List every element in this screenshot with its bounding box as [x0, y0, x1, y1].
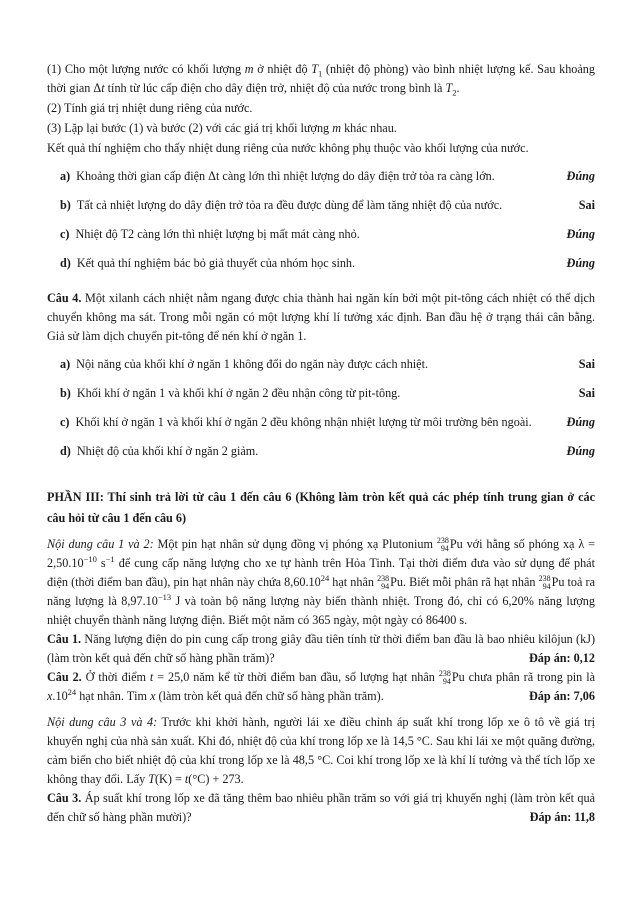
part3-question-2: Câu 2. Ở thời điểm t = 25,0 năm kể từ thời điểm ban đầu, số lượng hạt nhân 238 94 Pu chưa phân rã trong pin là $x.10^{24}$ hạt nhân. Tìm x (làm tròn kết quả đến chữ số hàng phần trăm). [47, 669, 595, 703]
q3-option-c: c) Nhiệt độ T2 càng lớn thì nhiệt lượng bị mất mát càng nhỏ. Đúng [60, 227, 595, 241]
q3-option-b: b) Tất cả nhiệt lượng do dây điện trở tỏa ra đều được dùng để làm tăng nhiệt độ của nước. Sai [60, 198, 595, 212]
q3-options [47, 167, 595, 283]
nuclide-pu-238: 238 94 [538, 574, 551, 592]
nuclide-pu-238: 238 94 [377, 574, 390, 592]
q3-option-a: a) Khoảng thời gian cấp điện Δt càng lớn thì nhiệt lượng do dây điện trở tỏa ra càng lớn. Đúng [60, 169, 595, 183]
part-3-heading: PHẦN III: Thí sinh trả lời từ câu 1 đến câu 6 (Không làm tròn kết quả các phép tính trung gian ở các câu hỏi từ câu 1 đến câu 6) [47, 490, 595, 525]
nuclide-pu-238: 238 94 [438, 669, 451, 687]
q3-option-d: d) Kết quả thí nghiệm bác bỏ giả thuyết của nhóm học sinh. Đúng [60, 256, 595, 270]
q2-answer-row: Đáp án: 7,06 [528, 689, 595, 703]
document-page [47, 60, 595, 827]
intro-step-1: (1) Cho một lượng nước có khối lượng m ở nhiệt độ $T_1$ (nhiệt độ phòng) vào bình nhiệt lượng kế. Sau khoảng thời gian Δt tính từ lúc cấp điện cho dây điện trở, nhiệt độ của nước trong bình là $T_2$. [47, 62, 595, 98]
part3-question-1: Câu 1. Năng lượng điện do pin cung cấp trong giây đầu tiên tính từ thời điểm ban đầu là bao nhiêu kilôjun (kJ) (làm tròn kết quả đến chữ số hàng phần trăm)? [47, 632, 595, 665]
intro-result: Kết quả thí nghiệm cho thấy nhiệt dung riêng của nước không phụ thuộc vào khối lượng của nước. [47, 141, 529, 155]
q4-option-a: a) Nội năng của khối khí ở ngăn 1 không đổi do ngăn này được cách nhiệt. Sai [60, 357, 595, 371]
part3-question-3: Câu 3. Áp suất khí trong lốp xe đã tăng thêm bao nhiêu phần trăm so với giá trị khuyến nghị (làm tròn kết quả đến chữ số hàng phần mười)? [47, 791, 596, 824]
q1-answer-row: Đáp án: 0,12 [528, 651, 595, 665]
question-4: Câu 4. Một xilanh cách nhiệt nằm ngang được chia thành hai ngăn kín bởi một pit-tông cách nhiệt có thể dịch chuyển không ma sát. Trong mỗi ngăn có một lượng khí lí tưởng xác định. Ban đầu hệ ở trạng thái cân bằng. Giả sử làm dịch chuyển pit-tông để nén khí ở ngăn 1. [47, 291, 595, 343]
q4-option-c: c) Khối khí ở ngăn 1 và khối khí ở ngăn 2 đều không nhận nhiệt lượng từ môi trường bên ngoài. Đúng [60, 415, 595, 429]
q4-option-d: d) Nhiệt độ của khối khí ở ngăn 2 giảm. Đúng [60, 444, 595, 458]
intro-step-2: (2) Tính giá trị nhiệt dung riêng của nước. [47, 101, 253, 115]
intro-step-3: (3) Lặp lại bước (1) và bước (2) với các giá trị khối lượng m khác nhau. [47, 121, 397, 135]
q3-answer-row: Đáp án: 11,8 [529, 810, 595, 824]
q4-option-b: b) Khối khí ở ngăn 1 và khối khí ở ngăn 2 đều nhận công từ pit-tông. Sai [60, 386, 595, 400]
nuclide-pu-238: 238 94 [436, 536, 449, 554]
content-q1-q2: Nội dung câu 1 và 2: Một pin hạt nhân sử dụng đồng vị phóng xạ Plutonium 238 94 Pu với hằng số phóng xạ $\lambda = 2,50.10^{-10}$ $s^{-1}$ để cung cấp năng lượng cho xe tự hành trên Hỏa Tinh. Tại thời điểm đưa vào sử dụng để phát điện (thời điểm ban đầu), pin hạt nhân này chứa 8,60.10$^{24}$ hạt nhân 238 94 Pu. Biết mỗi phân rã hạt nhân 238 94 Pu toả ra năng lượng là $8,97.10^{-13}$ J và toàn bộ năng lượng này biến thành nhiệt. Trong đó, chỉ có 6,20% năng lượng nhiệt chuyển thành năng lượng điện. Biết một năm có 365 ngày, một ngày có 86400 s. [47, 536, 595, 627]
content-q3-q4: Nội dung câu 3 và 4: Trước khi khởi hành, người lái xe điều chỉnh áp suất khí trong lốp xe ô tô về giá trị khuyến nghị của nhà sản xuất. Khi đó, nhiệt độ của khí trong lốp xe là 14,5 °C. Sau khi lái xe một quãng đường, cảm biến cho biết nhiệt độ của khí trong lốp xe là 48,5 °C. Coi khí trong lốp xe là khí lí tưởng và thể tích lốp xe không thay đổi. Lấy T(K) = t(°C) + 273. [47, 715, 595, 786]
q4-options [47, 355, 595, 471]
